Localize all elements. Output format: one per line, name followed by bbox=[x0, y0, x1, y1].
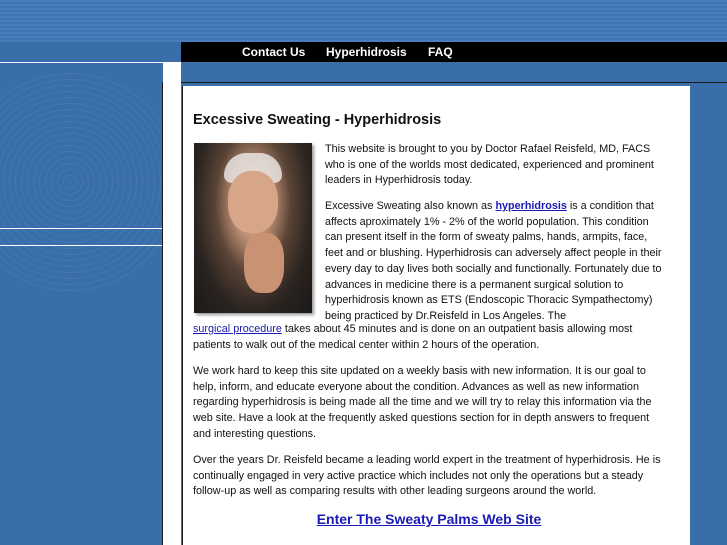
right-decorative-panel bbox=[690, 83, 727, 545]
header-band bbox=[0, 0, 727, 42]
top-navigation bbox=[181, 42, 727, 62]
hyperhidrosis-link[interactable]: hyperhidrosis bbox=[495, 200, 567, 212]
enter-site-link[interactable]: Enter The Sweaty Palms Web Site bbox=[316, 511, 542, 527]
hyperhidrosis-paragraph bbox=[325, 199, 665, 325]
paragraph-text: Excessive Sweating also known as bbox=[325, 200, 496, 212]
concentric-circles-graphic bbox=[0, 72, 180, 292]
nav-contact-us[interactable]: Contact Us bbox=[242, 45, 306, 59]
portrait-hand bbox=[244, 233, 284, 293]
nav-faq[interactable]: FAQ bbox=[428, 45, 453, 59]
nav-hyperhidrosis[interactable]: Hyperhidrosis bbox=[326, 45, 407, 59]
procedure-paragraph bbox=[193, 322, 668, 353]
paragraph-text: takes about 45 minutes and is done on an outpatient basis allowing most patients to walk out of the medical center within 2 hours of the operation. bbox=[193, 323, 633, 351]
portrait-face bbox=[228, 171, 278, 233]
left-strip bbox=[163, 62, 181, 82]
paragraph-text: is a condition that affects aproximately 1% - 2% of the world population. This condition can present itself in the form of sweaty palms, hands, armpits, face, feet and or blushing. Hyperhidrosis can adversely affect people in their every day to day lives both socially and functionally. Fortunately due to advances in medicine there is a permanent surgical solution to hyperhidrosis known as ETS (Endoscopic Thoracic Sympathectomy) being practiced by Dr.Reisfeld in Los Angeles. The bbox=[325, 200, 662, 322]
left-strip bbox=[163, 82, 181, 545]
left-decorative-panel bbox=[0, 42, 181, 545]
doctor-portrait-photo bbox=[194, 143, 312, 313]
divider-line bbox=[0, 62, 163, 63]
divider-line bbox=[0, 245, 163, 246]
intro-paragraph: This website is brought to you by Doctor Rafael Reisfeld, MD, FACS who is one of the worlds most dedicated, experienced and prominent leaders in Hyperhidrosis today. bbox=[325, 143, 654, 187]
updates-paragraph: We work hard to keep this site updated on a weekly basis with new information. It is our goal to help, inform, and educate everyone about the condition. Advances as well as new information regarding hyperhidrosis is being made all the time and we will try to relay this information via the web site. Have a look at the frequently asked questions section for in depth answers to frequent and interesting questions. bbox=[193, 365, 652, 440]
nav-underbar bbox=[181, 62, 727, 83]
page-title: Excessive Sweating - Hyperhidrosis bbox=[193, 112, 442, 128]
expert-paragraph: Over the years Dr. Reisfeld became a leading world expert in the treatment of hyperhidrosis. He is continually engaged in very active practice which includes not only the operations but a steady follow-up as well as comparing results with other leading surgeons around the world. bbox=[193, 454, 661, 498]
divider-line bbox=[162, 82, 163, 545]
main-content bbox=[182, 86, 675, 545]
surgical-procedure-link[interactable]: surgical procedure bbox=[193, 323, 282, 335]
divider-line bbox=[0, 228, 163, 229]
